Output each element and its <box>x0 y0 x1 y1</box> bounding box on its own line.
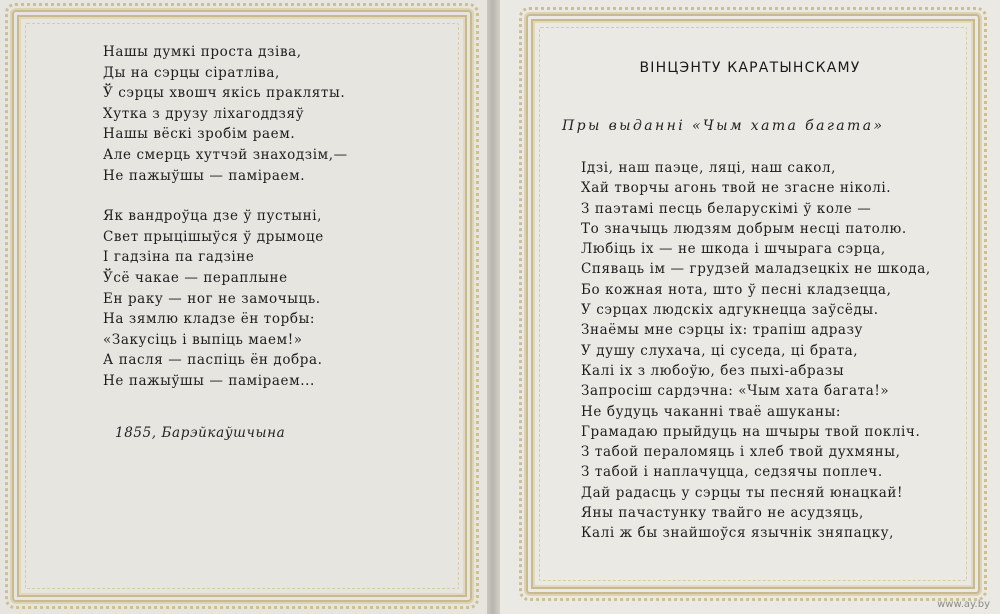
poem-left <box>103 42 348 392</box>
poem-line: Хай творчы агонь твой не згасне ніколі. <box>581 180 892 197</box>
stanza-gap <box>103 186 348 206</box>
poem-line: Не будуць чаканні тваё ашуканы: <box>581 403 842 420</box>
watermark: www.ay.by <box>937 599 990 610</box>
poem-line: Запросіш сардэчна: «Чым хата багата!» <box>581 383 890 400</box>
poem-line: Калі ж бы знайшоўся язычнік зняпацку, <box>581 525 895 542</box>
poem-line: Ды на сэрцы сіратліва, <box>103 64 280 81</box>
poem-line: Дай радасць у сэрцы ты песняй юнацкай! <box>581 484 904 501</box>
poem-line: На зямлю кладзе ён торбы: <box>103 311 316 328</box>
poem-line: Свет прыцішыўся ў дрымоце <box>103 228 324 245</box>
poem-line: Любіць іх — не шкода і шчырага сэрца, <box>581 241 886 258</box>
poem-line: Не пажыўшы — паміраем... <box>103 372 315 389</box>
poem-line: А пасля — паспіць ён добра. <box>103 352 323 369</box>
poem-line: І гадзіна па гадзіне <box>103 249 255 266</box>
poem-line: Знаёмы мне сэрцы іх: трапіш адразу <box>581 322 864 339</box>
poem-line: Ўсё чакае — пераплыне <box>103 269 288 286</box>
poem-line: «Закусіць і выпіць маем!» <box>103 331 303 348</box>
poem-line: Хутка з друзу ліхагоддзяў <box>103 105 305 122</box>
poem-line: У душу слухача, ці суседа, ці брата, <box>581 342 859 359</box>
poem-line: З паэтамі песць беларускімі ў коле — <box>581 200 872 217</box>
poem-title: ВІНЦЭНТУ КАРАТЫНСКАМУ <box>639 60 861 76</box>
poem-line: Ідзі, наш паэце, ляці, наш сакол, <box>581 160 837 176</box>
left-page <box>0 0 487 614</box>
poem-line: Калі іх з любоўю, без пыхі-абразы <box>581 362 845 379</box>
poem-line: Спяваць ім — грудзей маладзецкіх не шкода, <box>581 261 931 278</box>
poem-line: Грамадаю прыйдуць на шчыры твой покліч. <box>581 423 921 440</box>
poem-right <box>581 158 931 544</box>
poem-line: Бо кожная нота, што ў песні кладзецца, <box>581 281 892 298</box>
poem-subtitle: Пры выданні «Чым хата багата» <box>562 118 885 134</box>
poem-line: Але смерць хутчэй знаходзім,— <box>103 146 348 163</box>
poem-line: З табой і наплачуцца, седзячы поплеч. <box>581 464 883 481</box>
poem-line: Нашы вёскі зробім раем. <box>103 126 296 143</box>
poem-line: Ен раку — ног не замочыць. <box>103 290 321 307</box>
poem-line: Яны пачастунку твайго не асудзяць, <box>581 505 864 522</box>
poem-line: Ў сэрцы хвошч якісь пракляты. <box>103 85 346 102</box>
poem-line: Як вандроўца дзе ў пустыні, <box>103 208 323 225</box>
poem-line: У сэрцах людскіх адгукнецца заўсёды. <box>581 302 879 319</box>
poem-line: То значыць людзям добрым несці патолю. <box>581 220 907 237</box>
poem-line: Не пажыўшы — паміраем. <box>103 167 306 184</box>
right-page <box>500 0 1000 614</box>
poem-line: З табой пераломяць і хлеб твой духмяны, <box>581 444 901 461</box>
date-place-signature: 1855, Барэйкаўшчына <box>115 425 286 441</box>
poem-line: Нашы думкі проста дзіва, <box>103 44 302 60</box>
book-gutter <box>487 0 500 614</box>
